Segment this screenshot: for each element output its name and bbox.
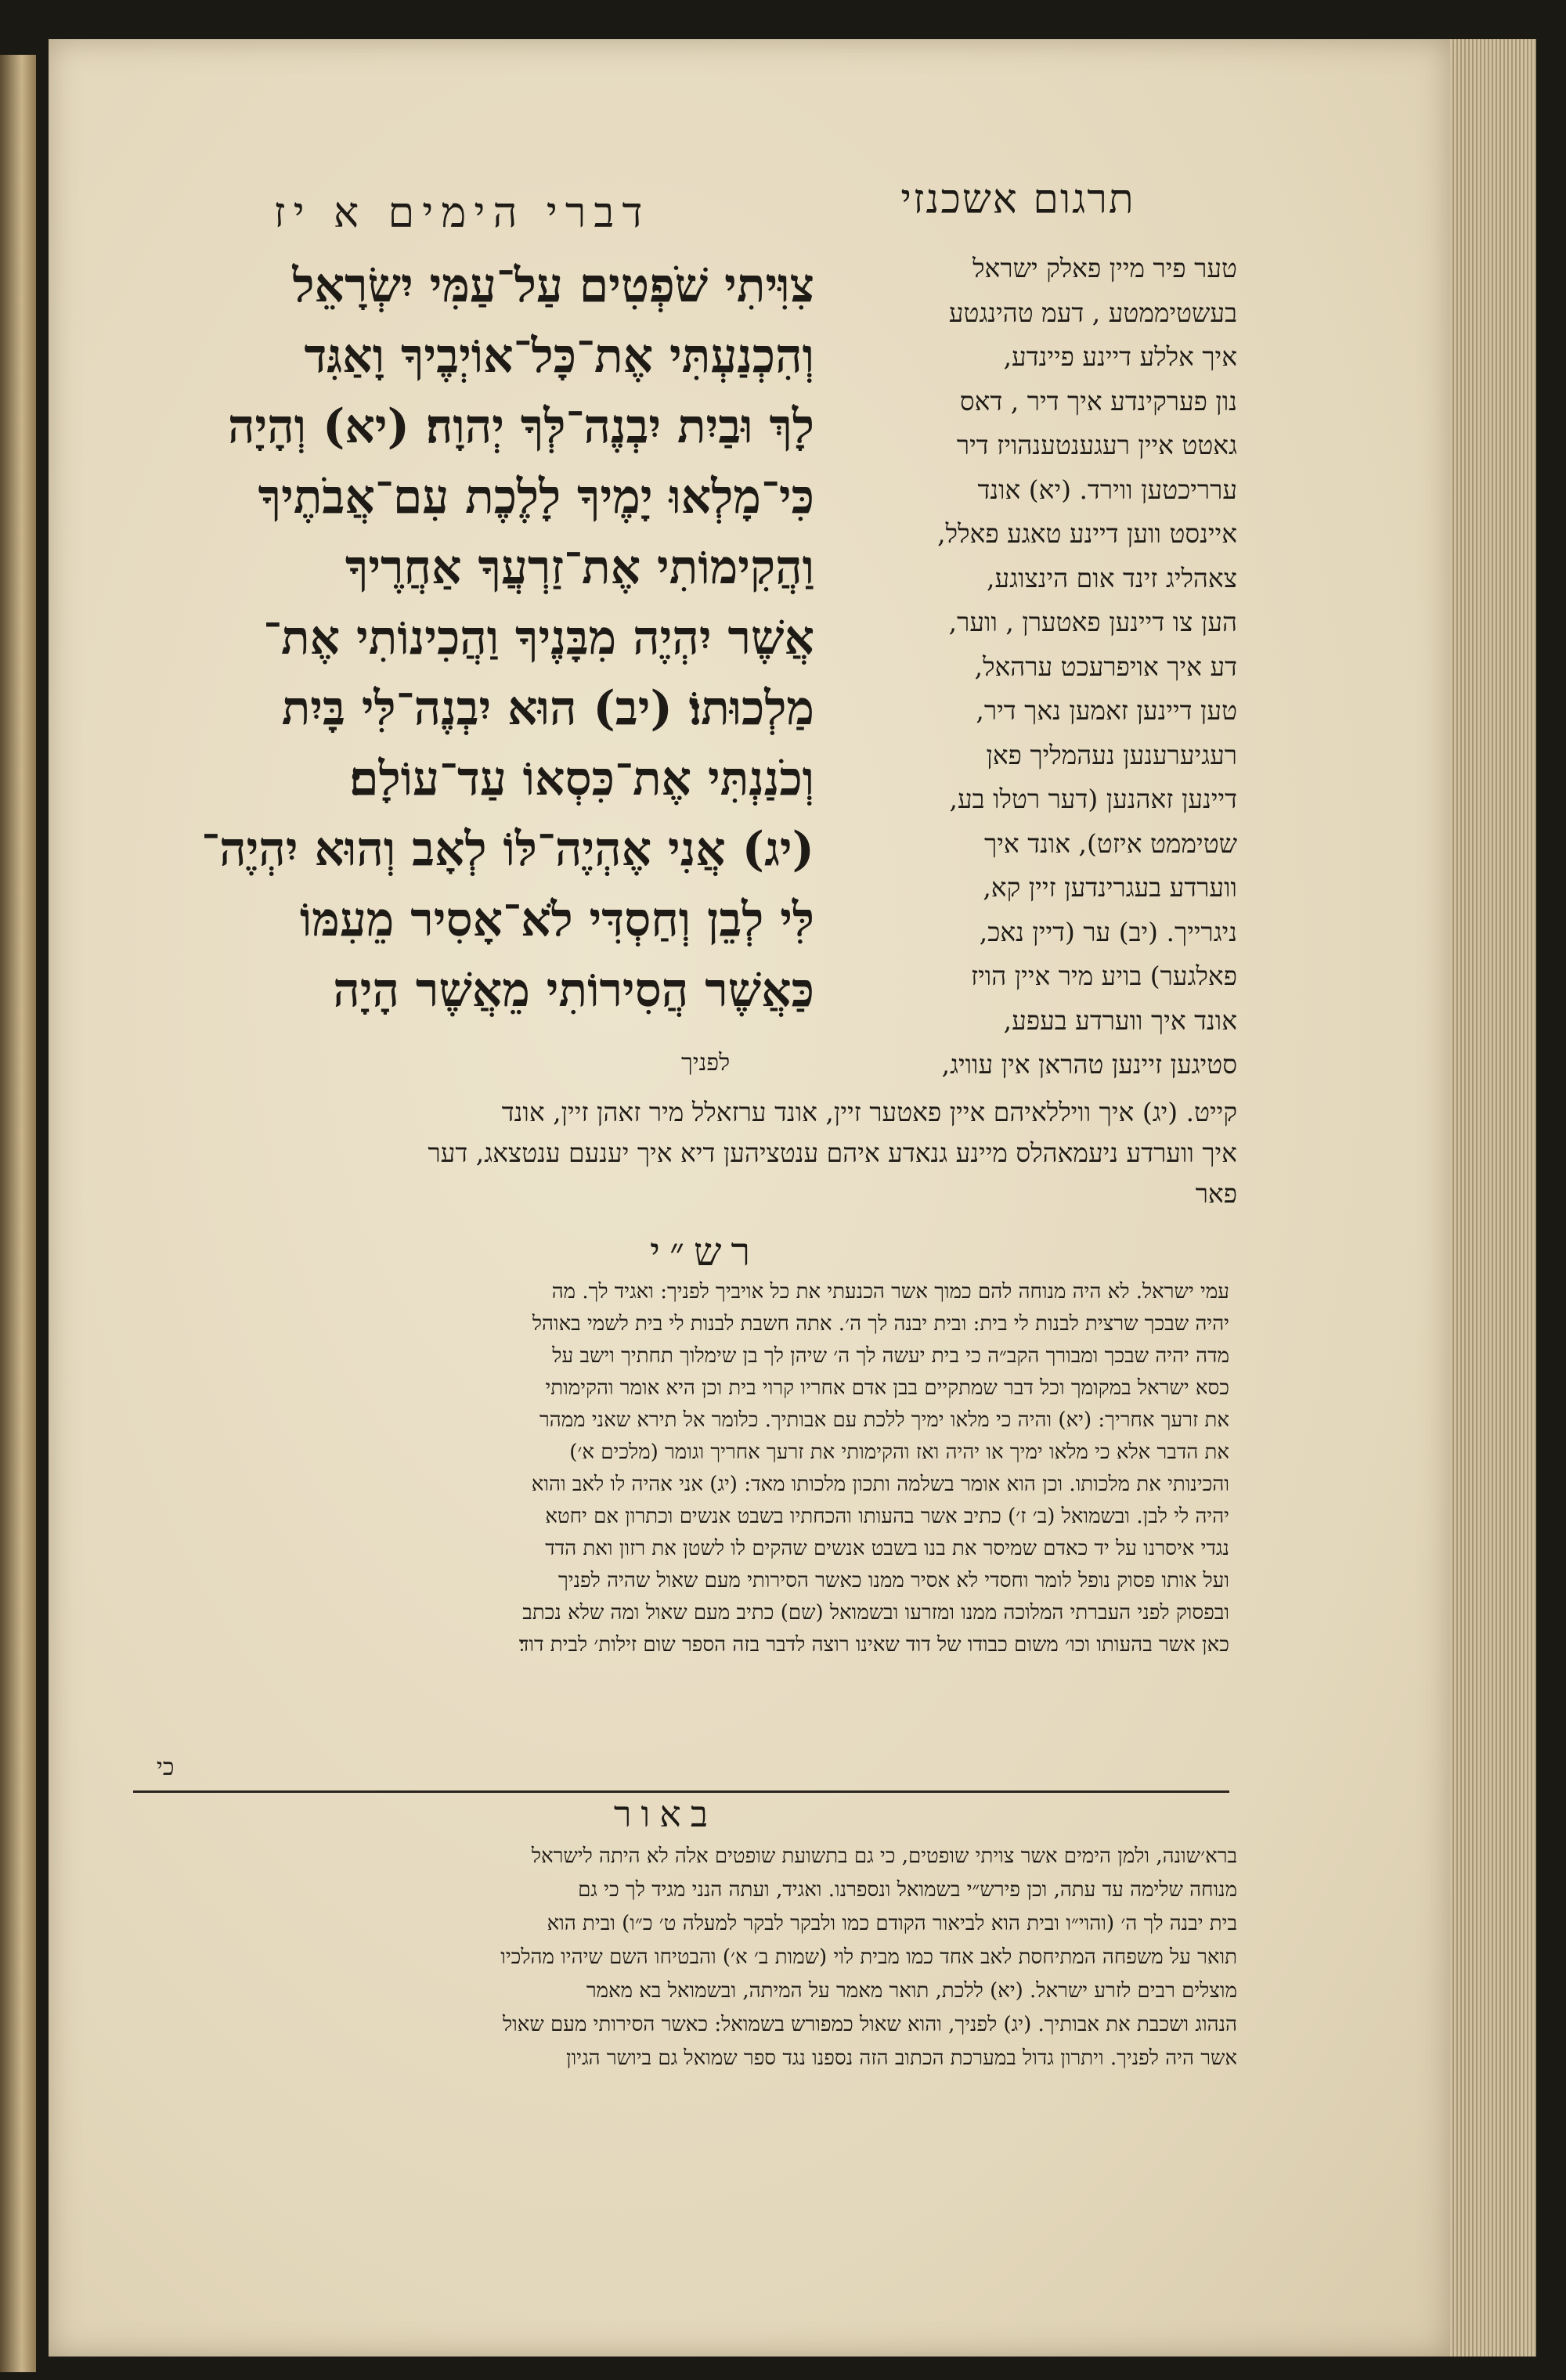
biur-line: ברא׳שונה, ולמן הימים אשר צויתי שופטים, כי גם בתשועת שופטים אלה לא היתה לישראל [531, 1844, 1237, 1868]
hebrew-line: לִּי לְבֵן וְחַסְדִּי לֹא־אָסִיר מֵעִמּוֹ [299, 892, 814, 947]
hebrew-text-column [86, 251, 814, 1026]
left-page-edge [0, 55, 36, 2372]
targum-continuation [125, 1092, 1237, 1214]
targum-line: פאר [1195, 1178, 1237, 1209]
page-stack-edges [1450, 39, 1536, 2357]
rashi-line: והכינותי את מלכותו. וכן הוא אומר בשלמה ותכון מלכותו מאד: (יג) אני אהיה לו לאב והוא [531, 1473, 1229, 1496]
targum-line: גאטט איין רעגענטענהויז דיר [956, 430, 1237, 460]
targum-line: ניגרייך. (יב) ער (דיין נאכ, [979, 916, 1237, 947]
targum-line: בעשטיממטע , דעמ טהינגטע [948, 297, 1237, 328]
hebrew-line: (יג) אֲנִי אֶהְיֶה־לּוֹ לְאָב וְהוּא יִהְיֶה־ [201, 822, 814, 877]
rashi-line: ועל אותו פסוק נופל לומר וחסדי לא אסיר ממנו כאשר הסירותי מעם שאול שהיה לפניך [558, 1569, 1229, 1592]
chronicles-header: דברי הימים א יז [273, 188, 651, 237]
hebrew-line: לָךְ וּבַיִת יִבְנֶה־לְּךָ יְהוָה׃ (יא) וְהָיָה [227, 399, 814, 454]
targum-line: ווערדע בעגרינדען זיין קא, [983, 872, 1237, 903]
rashi-line: את הדבר אלא כי מלאו ימיך או יהיה ואז והקימותי את זרעך אחריך וגומר (מלכים א׳) [569, 1441, 1229, 1464]
rashi-heading: רש״י [649, 1229, 760, 1275]
targum-line: שטיממט איזט), אונד איך [984, 828, 1237, 859]
hebrew-line: אֲשֶׁר יִהְיֶה מִבָּנֶיךָ וַהֲכִינוֹתִי אֶת־ [263, 611, 814, 665]
hebrew-line: וְהִכְנַעְתִּי אֶת־כָּל־אוֹיְבֶיךָ וָאַגִּד [304, 329, 814, 384]
targum-line: טער פיר מיין פאלק ישראל [972, 253, 1237, 283]
hebrew-catchword: לפניך [681, 1049, 731, 1076]
biur-line: הנהוג ושכבת את אבותיך. (יג) לפניך, והוא שאול כמפורש בשמואל: כאשר הסירותי מעם שאול [502, 2013, 1237, 2036]
targum-line: נון פערקינדע איך דיר , דאס [959, 385, 1237, 416]
hebrew-line: מַלְכוּתוֹ׃ (יב) הוּא יִבְנֶה־לִּי בָּיִת [281, 681, 814, 736]
targum-line: דע איך אויפרעכט ערהאל, [974, 651, 1237, 682]
targum-line: קייט. (יג) איך וויללאיהם איין פאטער זיין, אונד ערזאלל מיר זאהן זיין, אונד [501, 1097, 1237, 1127]
targum-line: איך אללע דיינע פיינדע, [1003, 341, 1237, 372]
rashi-line: ובפסוק לפני העברתי המלוכה ממנו ומזרעו ובשמואל (שם) כתיב מעם שאול ומה שלא נכתב [522, 1601, 1229, 1625]
biur-line: תואר על משפחה המתיחסת לאב אחד כמו מבית לוי (שמות ב׳ א׳) והבטיחו השם שיהיו מהלכיו [500, 1945, 1237, 1969]
biur-line: מוצלים רבים לזרע ישראל. (יא) ללכת, תואר מאמר על המיתה, ובשמואל בא מאמר [586, 1979, 1237, 2003]
hebrew-line: וַהֲקִימוֹתִי אֶת־זַרְעֲךָ אַחֲרֶיךָ [345, 540, 814, 595]
rashi-catchword: כי [157, 1754, 175, 1781]
biur-line: מנוחה שלימה עד עתה, וכן פירש״י בשמואל ונספרנו. ואגיד, ועתה הנני מגיד לך כי גם [578, 1878, 1237, 1902]
targum-line: איינסט ווען דיינע טאגע פאלל, [937, 518, 1237, 549]
hebrew-line: כַּאֲשֶׁר הֲסִירוֹתִי מֵאֲשֶׁר הָיָה [333, 963, 814, 1018]
rashi-line: מדה יהיה שבכך ומבורך הקב״ה כי בית יעשה לך ה׳ שיהן לך בן שימלוך תחתיך וישב על [552, 1344, 1229, 1368]
targum-line: אונד איך ווערדע בעפע, [1003, 1004, 1237, 1036]
targum-line: טען דיינען זאמען נאך דיר, [976, 695, 1237, 726]
targum-column [830, 247, 1237, 1087]
targum-line: ערריכטען ווירד. (יא) אונד [977, 474, 1237, 505]
targum-line: דיינען זאהנען (דער רטלו בע, [949, 784, 1237, 814]
rashi-line: יהיה שבכך שרצית לבנות לי בית: ובית יבנה לך ה׳. אתה חשבת לבנות לי בית לשמי באוהל [532, 1312, 1229, 1336]
targum-header: תרגום אשכנזי [900, 176, 1135, 223]
targum-line: צאהליג זינד אום הינצוגע, [987, 562, 1237, 593]
rashi-line: כאן אשר בהעותו וכו׳ משום כבודו של דוד שאינו רוצה לדבר בזה הספר שום זילות׳ לבית דוד׃ [518, 1633, 1229, 1657]
targum-line: איך ווערדע ניעמאהלס מיינע גנאדע איהם ענטציהען דיא איך יענעם ענטצאג, דער [428, 1138, 1237, 1168]
rashi-commentary [94, 1276, 1229, 1661]
hebrew-line: וְכֹנַנְתִּי אֶת־כִּסְאוֹ עַד־עוֹלָם׃ [349, 752, 814, 806]
rashi-line: נגדי איסרנו על יד כאדם שמיסר את בנו בשבט אנשים שהקים לו לשטן את רזון ואת הדד [545, 1537, 1229, 1560]
rashi-line: כסא ישראל במקומך וכל דבר שמתקיים בבן אדם אחריו קרוי בית וכן היא אומר והקימותי [545, 1376, 1229, 1400]
hebrew-line: צִוִּיתִי שֹׁפְטִים עַל־עַמִּי יִשְׂרָאֵל [292, 258, 814, 313]
biur-line: אשר היה לפניך. ויתרון גדול במערכת הכתוב הזה נספנו נגד ספר שמואל גם ביושר הגיון [566, 2046, 1237, 2070]
hebrew-line: כִּי־מָלְאוּ יָמֶיךָ לָלֶכֶת עִם־אֲבֹתֶיךָ [258, 470, 814, 525]
rashi-line: יהיה לי לבן. ובשמואל (ב׳ ז׳) כתיב אשר בהעותו והכחתיו בשבט אנשים וכתרון אם יחטא [545, 1505, 1229, 1528]
rashi-line: עמי ישראל. לא היה מנוחה להם כמוך אשר הכנעתי את כל אויביך לפניך: ואגיד לך. מה [551, 1280, 1229, 1304]
biur-commentary [141, 1840, 1237, 2075]
biur-heading: באור [613, 1793, 718, 1835]
targum-line: סטיגען זיינען טהראן אין עוויג, [941, 1049, 1237, 1080]
rashi-line: את זרעך אחריך: (יא) והיה כי מלאו ימיך ללכת עם אבותיך. כלומר אל תירא שאני ממהר [539, 1408, 1229, 1432]
biur-line: בית יבנה לך ה׳ (והוי״ו ובית הוא לביאור הקודם כמו ולבקר לבקר למעלה ט׳ כ״ו) ובית הוא [547, 1912, 1237, 1935]
targum-line: פאלגער) בויע מיר איין הויז [970, 961, 1237, 991]
targum-line: הען צו דיינען פאטערן , ווער, [948, 607, 1237, 637]
targum-line: רעגיערענען נעהמליך פאן [986, 739, 1237, 770]
